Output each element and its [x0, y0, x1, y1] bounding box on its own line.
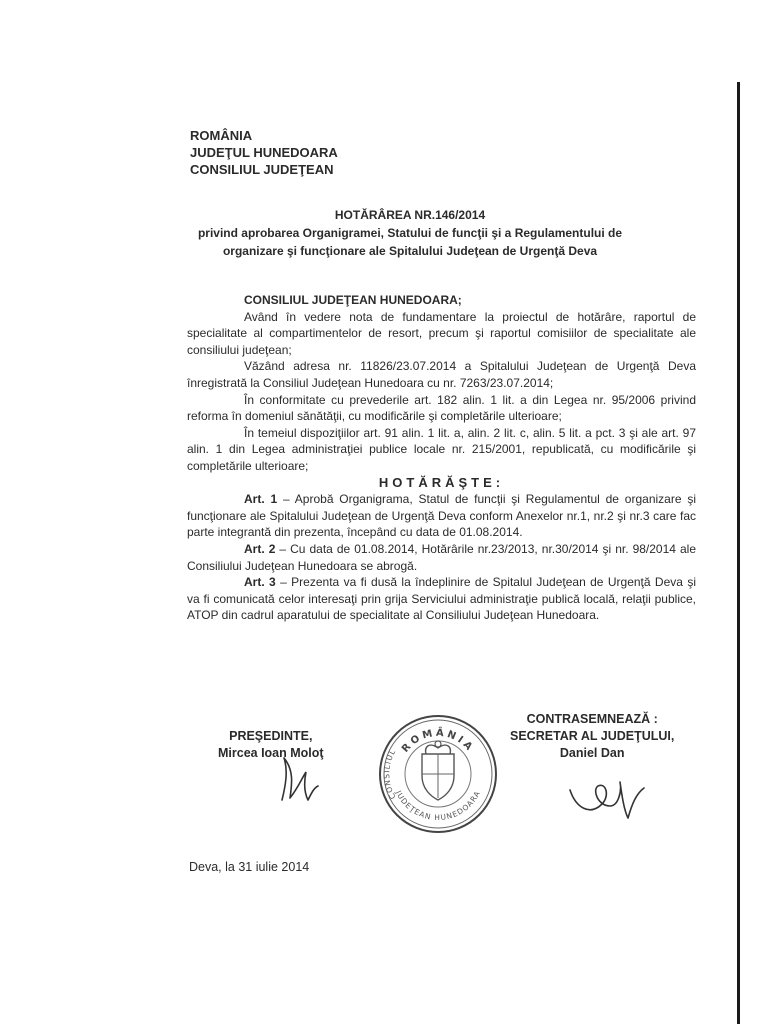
- article-2-text: – Cu data de 01.08.2014, Hotărârile nr.23/2013, nr.30/2014 şi nr. 98/2014 ale Consiliului Judeţean Hunedoara se abrogă.: [187, 541, 696, 573]
- paragraph-considering: Având în vedere nota de fundamentare la proiectul de hotărâre, raportul de specialitate al compartimentelor de resort, precum şi raportul comisiilor de specialitate ale consiliului judeţean;: [187, 309, 696, 357]
- seal-left-text: CONSILIUL: [382, 747, 398, 801]
- document-header: [190, 127, 338, 178]
- header-county: JUDEŢUL HUNEDOARA: [190, 145, 338, 160]
- date-location: Deva, la 31 iulie 2014: [189, 860, 310, 874]
- official-seal: [374, 710, 502, 838]
- council-heading: CONSILIUL JUDEŢEAN HUNEDOARA;: [244, 293, 462, 307]
- secretary-handwritten-signature: [562, 760, 652, 830]
- document-body: [187, 292, 696, 624]
- article-1-label: Art. 1: [244, 492, 278, 507]
- countersign-label: CONTRASEMNEAZĂ :: [526, 712, 658, 726]
- secretary-title: SECRETAR AL JUDEŢULUI,: [510, 729, 675, 743]
- article-2: [187, 541, 696, 574]
- paragraph-conformity: În conformitate cu prevederile art. 182 alin. 1 lit. a din Legea nr. 95/2006 privind reforma în domeniul sănătăţii, cu modificările şi completările ulterioare;: [187, 392, 696, 424]
- svg-text:ROMÂNIA: [400, 726, 476, 755]
- decision-number: HOTĂRÂREA NR.146/2014: [334, 208, 486, 222]
- president-title: PREŞEDINTE,: [229, 729, 313, 743]
- article-3-label: Art. 3: [244, 575, 276, 590]
- paragraph-legal-basis: În temeiul dispoziţiilor art. 91 alin. 1 lit. a, alin. 2 lit. c, alin. 5 lit. a pct. 3 şi ale art. 97 alin. 1 din Legea administraţiei publice locale nr. 215/2001, republicată, cu modificările şi completările ulterioare;: [187, 425, 696, 473]
- coat-of-arms-icon: [422, 741, 454, 800]
- paragraph-seeing: Văzând adresa nr. 11826/23.07.2014 a Spitalului Judeţean de Urgenţă Deva înregistrată la Consiliul Judeţean Hunedoara cu nr. 7263/23.07.2014;: [187, 359, 696, 390]
- decision-title: [150, 206, 670, 260]
- article-3: [187, 574, 696, 624]
- scan-edge: [737, 82, 740, 1024]
- decision-subject-line-2: organizare şi funcţionare ale Spitalului Judeţean de Urgenţă Deva: [222, 244, 598, 258]
- president-name: Mircea Ioan Moloţ: [218, 746, 324, 760]
- seal-bottom-text: JUDEŢEAN HUNEDOARA: [393, 788, 483, 823]
- header-country: ROMÂNIA: [190, 128, 253, 143]
- article-3-text: – Prezenta va fi dusă la îndeplinire de Spitalul Judeţean de Urgenţă Deva şi va fi comunicată celor interesaţi prin grija Serviciului administraţie publică locală, relaţii publice, ATOP din cadrul aparatului de specialitate al Consiliului Judeţean Hunedoara.: [187, 575, 696, 623]
- secretary-signature-block: [510, 711, 674, 762]
- article-1: [187, 491, 696, 541]
- article-1-text: – Aprobă Organigrama, Statul de funcţii şi Regulamentul de organizare şi funcţionare ale Spitalului Judeţean de Urgenţă Deva conform Anexelor nr.1, nr.2 şi nr.3 care fac parte integrantă din prezenta, începând cu data de 01.08.2014.: [187, 492, 696, 540]
- secretary-name: Daniel Dan: [559, 746, 625, 760]
- decision-subject-line-1: privind aprobarea Organigramei, Statului de funcţii şi a Regulamentului de: [197, 226, 623, 240]
- seal-top-text: ROMÂNIA: [400, 727, 476, 755]
- article-2-label: Art. 2: [244, 541, 276, 556]
- decides-heading: HOTĂRĂŞTE:: [378, 474, 505, 490]
- header-council: CONSILIUL JUDEŢEAN: [190, 162, 334, 177]
- president-handwritten-signature: [268, 748, 328, 808]
